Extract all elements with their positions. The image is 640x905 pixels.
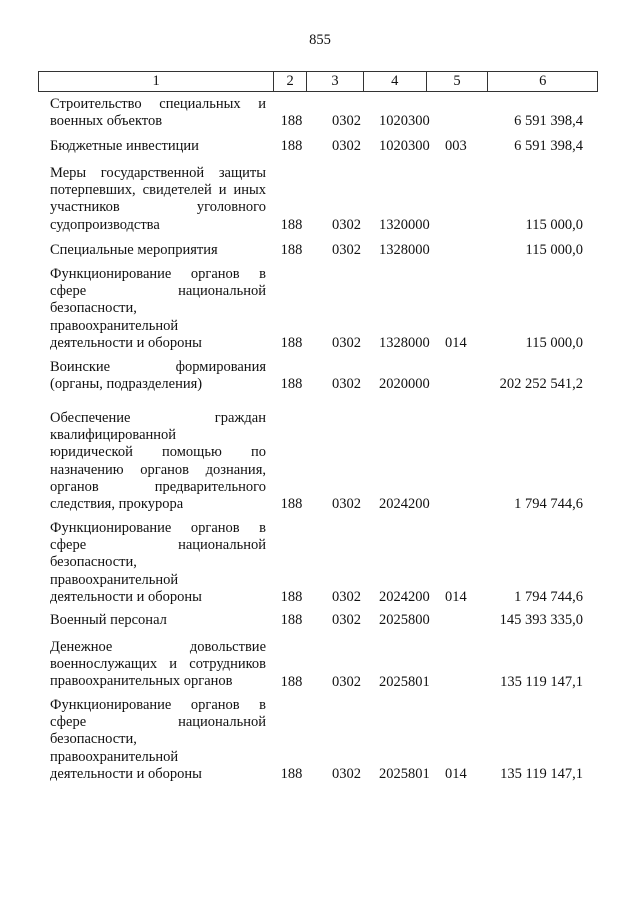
row-name-line: деятельности и обороны xyxy=(50,588,202,605)
row-name-line: безопасности, xyxy=(50,731,137,748)
row-admin-code: 188 xyxy=(280,612,303,628)
row-name xyxy=(50,612,266,629)
row-target-article-code: 1328000 xyxy=(379,335,430,351)
header-col-6: 6 xyxy=(539,73,547,89)
page-number: 855 xyxy=(309,32,331,48)
row-name-line: Специальные мероприятия xyxy=(50,242,218,258)
table-row xyxy=(38,242,598,259)
table-row xyxy=(38,96,598,130)
row-name xyxy=(50,138,266,155)
row-amount: 135 119 147,1 xyxy=(500,674,583,690)
row-expense-type-code: 014 xyxy=(445,766,467,782)
row-name-line: правоохранительной xyxy=(50,748,179,765)
row-name xyxy=(50,242,266,259)
row-name-line: деятельности и обороны xyxy=(50,765,202,782)
row-admin-code: 188 xyxy=(280,113,303,129)
row-admin-code: 188 xyxy=(280,674,303,690)
table-header-row xyxy=(38,71,598,92)
row-target-article-code: 2024200 xyxy=(379,496,430,512)
row-name-line: Функционирование органов в xyxy=(50,520,266,536)
row-name-line: Функционирование органов в xyxy=(50,697,266,713)
row-amount: 1 794 744,6 xyxy=(514,496,583,512)
row-section-code: 0302 xyxy=(332,674,361,690)
row-target-article-code: 1320000 xyxy=(379,217,430,233)
row-section-code: 0302 xyxy=(332,217,361,233)
row-section-code: 0302 xyxy=(332,113,361,129)
row-name-line: правоохранительной xyxy=(50,317,179,334)
row-name-line: участников уголовного xyxy=(50,199,266,216)
row-name-line: юридической помощью по xyxy=(50,444,266,461)
header-col-2: 2 xyxy=(274,72,307,91)
row-target-article-code: 1328000 xyxy=(379,242,430,258)
row-admin-code: 188 xyxy=(280,217,303,233)
row-amount: 145 393 335,0 xyxy=(499,612,583,628)
row-name-line: безопасности, xyxy=(50,554,137,571)
row-name xyxy=(50,359,266,393)
row-admin-code: 188 xyxy=(280,335,303,351)
row-name-line: Воинские формирования xyxy=(50,359,266,375)
row-section-code: 0302 xyxy=(332,242,361,258)
table-row xyxy=(38,165,598,234)
table-row xyxy=(38,697,598,783)
row-name-line: Денежное довольствие xyxy=(50,639,266,655)
header-col-1: 1 xyxy=(39,72,274,91)
row-amount: 115 000,0 xyxy=(525,242,583,258)
row-name-line: органов предварительного xyxy=(50,478,266,495)
row-target-article-code: 1020300 xyxy=(379,113,430,129)
header-col-5: 5 xyxy=(427,72,489,91)
row-name-line: потерпевших, свидетелей и иных xyxy=(50,182,266,199)
row-amount: 135 119 147,1 xyxy=(500,766,583,782)
row-section-code: 0302 xyxy=(332,612,361,628)
budget-table xyxy=(38,71,598,782)
row-name-line: Строительство специальных и xyxy=(50,96,266,112)
header-col-3: 3 xyxy=(307,72,364,91)
row-section-code: 0302 xyxy=(332,138,361,154)
table-row xyxy=(38,520,598,606)
row-name-line: деятельности и обороны xyxy=(50,334,202,351)
row-name-line: Бюджетные инвестиции xyxy=(50,138,199,154)
row-amount: 115 000,0 xyxy=(525,335,583,351)
row-name-line: сфере национальной xyxy=(50,283,266,300)
row-amount: 115 000,0 xyxy=(525,217,583,233)
row-name-line: безопасности, xyxy=(50,300,137,317)
row-section-code: 0302 xyxy=(332,766,361,782)
row-name xyxy=(50,266,266,352)
row-name-line: военнослужащих и сотрудников xyxy=(50,656,266,673)
row-name-line: (органы, подразделения) xyxy=(50,376,203,393)
row-amount: 1 794 744,6 xyxy=(514,589,583,605)
row-name-line: военных объектов xyxy=(50,113,163,130)
row-admin-code: 188 xyxy=(280,242,303,258)
row-name xyxy=(50,697,266,783)
row-section-code: 0302 xyxy=(332,335,361,351)
table-row xyxy=(38,138,598,155)
row-name-line: сфере национальной xyxy=(50,714,266,731)
row-name xyxy=(50,165,266,234)
row-name-line: Военный персонал xyxy=(50,612,167,628)
row-expense-type-code: 003 xyxy=(445,138,467,154)
row-name-line: Обеспечение граждан xyxy=(50,410,266,426)
row-section-code: 0302 xyxy=(332,589,361,605)
row-target-article-code: 1020300 xyxy=(379,138,430,154)
row-amount: 202 252 541,2 xyxy=(499,376,583,392)
row-name xyxy=(50,639,266,691)
row-section-code: 0302 xyxy=(332,376,361,392)
row-name xyxy=(50,96,266,130)
table-row xyxy=(38,612,598,629)
row-name-line: судопроизводства xyxy=(50,216,160,233)
row-amount: 6 591 398,4 xyxy=(514,138,583,154)
header-col-4: 4 xyxy=(364,72,427,91)
table-row xyxy=(38,266,598,352)
table-row xyxy=(38,359,598,393)
row-admin-code: 188 xyxy=(280,376,303,392)
row-expense-type-code: 014 xyxy=(445,589,467,605)
row-admin-code: 188 xyxy=(280,138,303,154)
table-row xyxy=(38,410,598,513)
row-name xyxy=(50,410,266,513)
row-section-code: 0302 xyxy=(332,496,361,512)
row-name-line: квалифицированной xyxy=(50,427,177,444)
row-admin-code: 188 xyxy=(280,496,303,512)
row-target-article-code: 2025801 xyxy=(379,766,430,782)
row-target-article-code: 2025800 xyxy=(379,612,430,628)
row-name-line: сфере национальной xyxy=(50,537,266,554)
row-admin-code: 188 xyxy=(280,589,303,605)
row-name-line: следствия, прокурора xyxy=(50,496,184,513)
row-name-line: Меры государственной защиты xyxy=(50,165,266,181)
row-target-article-code: 2025801 xyxy=(379,674,430,690)
row-name-line: Функционирование органов в xyxy=(50,266,266,282)
row-name xyxy=(50,520,266,606)
row-name-line: назначению органов дознания, xyxy=(50,461,266,478)
row-name-line: правоохранительных органов xyxy=(50,673,233,690)
row-amount: 6 591 398,4 xyxy=(514,113,583,129)
row-name-line: правоохранительной xyxy=(50,571,179,588)
row-admin-code: 188 xyxy=(280,766,303,782)
table-row xyxy=(38,639,598,691)
row-target-article-code: 2024200 xyxy=(379,589,430,605)
row-target-article-code: 2020000 xyxy=(379,376,430,392)
row-expense-type-code: 014 xyxy=(445,335,467,351)
